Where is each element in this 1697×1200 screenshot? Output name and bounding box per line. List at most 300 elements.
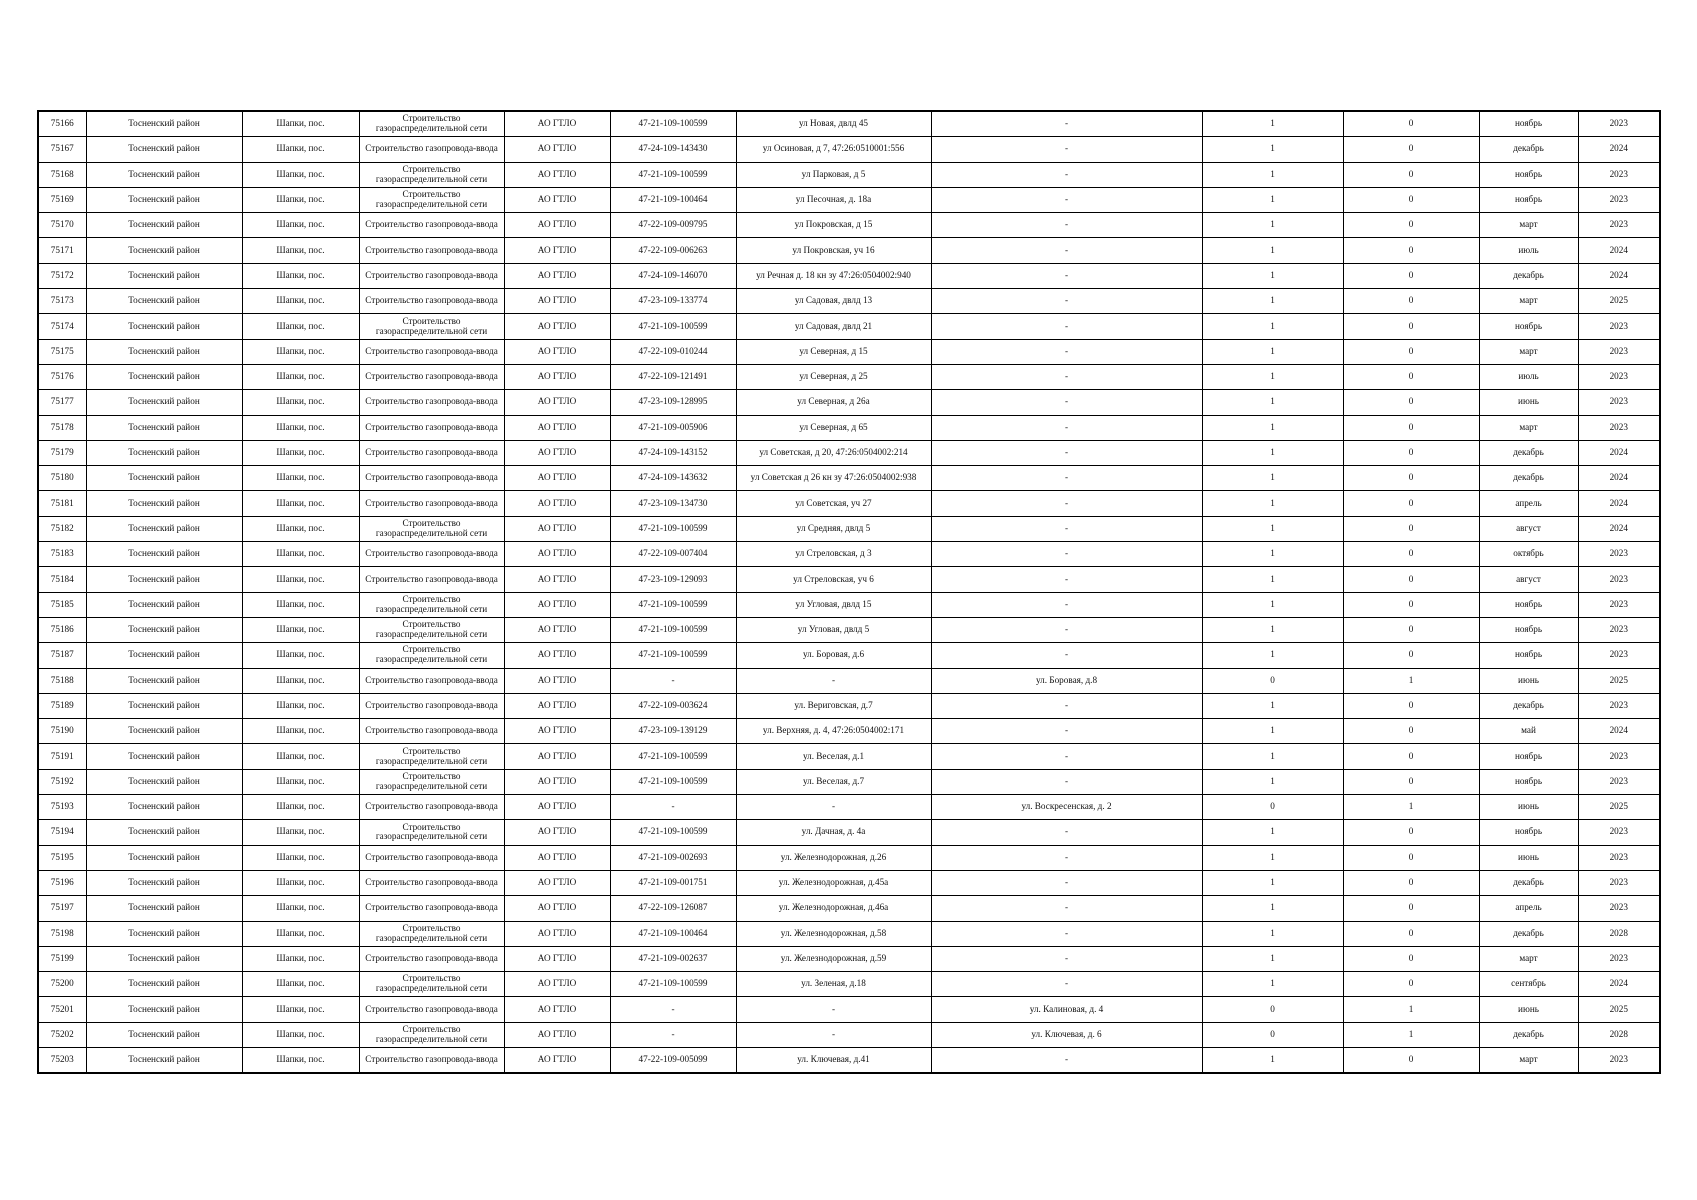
month-cell: ноябрь	[1479, 187, 1578, 212]
district-cell: Тосненский район	[86, 820, 242, 845]
year-cell: 2023	[1578, 870, 1660, 895]
work-type-cell: Строительство газораспределительной сети	[359, 1022, 504, 1047]
year-cell: 2023	[1578, 845, 1660, 870]
object-address-cell: -	[931, 111, 1202, 137]
settlement-cell: Шапки, пос.	[242, 162, 359, 187]
application-number-cell: 47-21-109-005906	[610, 415, 736, 440]
district-cell: Тосненский район	[86, 339, 242, 364]
table-row	[38, 314, 1660, 339]
count-b-cell: 0	[1343, 263, 1479, 288]
organization-cell: АО ГТЛО	[504, 946, 610, 971]
application-number-cell: -	[610, 795, 736, 820]
count-a-cell: 1	[1202, 162, 1343, 187]
organization-cell: АО ГТЛО	[504, 997, 610, 1022]
count-b-cell: 1	[1343, 997, 1479, 1022]
count-a-cell: 1	[1202, 516, 1343, 541]
district-cell: Тосненский район	[86, 769, 242, 794]
count-b-cell: 0	[1343, 542, 1479, 567]
object-address-cell: -	[931, 769, 1202, 794]
year-cell: 2023	[1578, 339, 1660, 364]
settlement-cell: Шапки, пос.	[242, 415, 359, 440]
count-a-cell: 1	[1202, 617, 1343, 642]
object-address-cell: -	[931, 592, 1202, 617]
address-cell: ул Угловая, двлд 5	[736, 617, 931, 642]
table-row	[38, 111, 1660, 137]
organization-cell: АО ГТЛО	[504, 263, 610, 288]
address-cell: ул Советская, д 20, 47:26:0504002:214	[736, 440, 931, 465]
organization-cell: АО ГТЛО	[504, 795, 610, 820]
district-cell: Тосненский район	[86, 896, 242, 921]
application-number-cell: 47-23-109-129093	[610, 567, 736, 592]
address-cell: ул. Ключевая, д.41	[736, 1047, 931, 1073]
row-number-cell: 75177	[38, 390, 86, 415]
settlement-cell: Шапки, пос.	[242, 820, 359, 845]
work-type-cell: Строительство газораспределительной сети	[359, 516, 504, 541]
month-cell: август	[1479, 567, 1578, 592]
organization-cell: АО ГТЛО	[504, 592, 610, 617]
object-address-cell: ул. Воскресенская, д. 2	[931, 795, 1202, 820]
work-type-cell: Строительство газопровода-ввода	[359, 390, 504, 415]
year-cell: 2024	[1578, 491, 1660, 516]
settlement-cell: Шапки, пос.	[242, 693, 359, 718]
application-number-cell: 47-21-109-100599	[610, 744, 736, 769]
month-cell: ноябрь	[1479, 769, 1578, 794]
object-address-cell: -	[931, 238, 1202, 263]
row-number-cell: 75170	[38, 213, 86, 238]
district-cell: Тосненский район	[86, 1047, 242, 1073]
object-address-cell: -	[931, 491, 1202, 516]
row-number-cell: 75197	[38, 896, 86, 921]
year-cell: 2028	[1578, 1022, 1660, 1047]
organization-cell: АО ГТЛО	[504, 567, 610, 592]
district-cell: Тосненский район	[86, 415, 242, 440]
object-address-cell: -	[931, 617, 1202, 642]
row-number-cell: 75201	[38, 997, 86, 1022]
count-b-cell: 0	[1343, 339, 1479, 364]
district-cell: Тосненский район	[86, 162, 242, 187]
district-cell: Тосненский район	[86, 263, 242, 288]
year-cell: 2024	[1578, 440, 1660, 465]
settlement-cell: Шапки, пос.	[242, 567, 359, 592]
month-cell: декабрь	[1479, 440, 1578, 465]
district-cell: Тосненский район	[86, 719, 242, 744]
organization-cell: АО ГТЛО	[504, 440, 610, 465]
settlement-cell: Шапки, пос.	[242, 744, 359, 769]
work-type-cell: Строительство газопровода-ввода	[359, 238, 504, 263]
application-number-cell: -	[610, 668, 736, 693]
settlement-cell: Шапки, пос.	[242, 364, 359, 389]
work-type-cell: Строительство газопровода-ввода	[359, 845, 504, 870]
settlement-cell: Шапки, пос.	[242, 137, 359, 162]
settlement-cell: Шапки, пос.	[242, 946, 359, 971]
settlement-cell: Шапки, пос.	[242, 643, 359, 668]
table-row	[38, 1022, 1660, 1047]
year-cell: 2025	[1578, 997, 1660, 1022]
settlement-cell: Шапки, пос.	[242, 668, 359, 693]
application-number-cell: 47-22-109-005099	[610, 1047, 736, 1073]
work-type-cell: Строительство газопровода-ввода	[359, 289, 504, 314]
month-cell: июнь	[1479, 997, 1578, 1022]
settlement-cell: Шапки, пос.	[242, 845, 359, 870]
work-type-cell: Строительство газопровода-ввода	[359, 339, 504, 364]
year-cell: 2023	[1578, 769, 1660, 794]
count-a-cell: 1	[1202, 592, 1343, 617]
object-address-cell: -	[931, 845, 1202, 870]
month-cell: июнь	[1479, 845, 1578, 870]
application-number-cell: 47-21-109-100599	[610, 516, 736, 541]
address-cell: ул Осиновая, д 7, 47:26:0510001:556	[736, 137, 931, 162]
month-cell: декабрь	[1479, 263, 1578, 288]
table-row	[38, 137, 1660, 162]
object-address-cell: -	[931, 390, 1202, 415]
count-b-cell: 0	[1343, 845, 1479, 870]
work-type-cell: Строительство газораспределительной сети	[359, 162, 504, 187]
row-number-cell: 75200	[38, 972, 86, 997]
address-cell: ул Парковая, д 5	[736, 162, 931, 187]
table-row	[38, 187, 1660, 212]
month-cell: март	[1479, 1047, 1578, 1073]
settlement-cell: Шапки, пос.	[242, 870, 359, 895]
district-cell: Тосненский район	[86, 187, 242, 212]
row-number-cell: 75172	[38, 263, 86, 288]
year-cell: 2025	[1578, 289, 1660, 314]
application-number-cell: 47-22-109-010244	[610, 339, 736, 364]
year-cell: 2023	[1578, 617, 1660, 642]
work-type-cell: Строительство газопровода-ввода	[359, 719, 504, 744]
address-cell: ул Новая, двлд 45	[736, 111, 931, 137]
count-a-cell: 1	[1202, 744, 1343, 769]
application-number-cell: 47-23-109-134730	[610, 491, 736, 516]
work-type-cell: Строительство газораспределительной сети	[359, 643, 504, 668]
count-b-cell: 0	[1343, 972, 1479, 997]
address-cell: ул Песочная, д. 18а	[736, 187, 931, 212]
district-cell: Тосненский район	[86, 364, 242, 389]
address-cell: ул Покровская, д 15	[736, 213, 931, 238]
year-cell: 2023	[1578, 415, 1660, 440]
application-number-cell: 47-24-109-146070	[610, 263, 736, 288]
application-number-cell: -	[610, 1022, 736, 1047]
application-number-cell: 47-21-109-100599	[610, 162, 736, 187]
organization-cell: АО ГТЛО	[504, 491, 610, 516]
organization-cell: АО ГТЛО	[504, 744, 610, 769]
organization-cell: АО ГТЛО	[504, 137, 610, 162]
table-row	[38, 845, 1660, 870]
month-cell: июнь	[1479, 795, 1578, 820]
address-cell: ул Северная, д 15	[736, 339, 931, 364]
count-b-cell: 0	[1343, 440, 1479, 465]
year-cell: 2024	[1578, 238, 1660, 263]
district-cell: Тосненский район	[86, 972, 242, 997]
organization-cell: АО ГТЛО	[504, 542, 610, 567]
year-cell: 2023	[1578, 567, 1660, 592]
district-cell: Тосненский район	[86, 466, 242, 491]
application-number-cell: 47-21-109-100599	[610, 972, 736, 997]
count-b-cell: 0	[1343, 592, 1479, 617]
table-row	[38, 972, 1660, 997]
table-row	[38, 795, 1660, 820]
month-cell: март	[1479, 946, 1578, 971]
object-address-cell: -	[931, 972, 1202, 997]
table-row	[38, 162, 1660, 187]
month-cell: апрель	[1479, 896, 1578, 921]
month-cell: ноябрь	[1479, 162, 1578, 187]
table-row	[38, 567, 1660, 592]
month-cell: декабрь	[1479, 1022, 1578, 1047]
work-type-cell: Строительство газопровода-ввода	[359, 137, 504, 162]
address-cell: ул Советская, уч 27	[736, 491, 931, 516]
address-cell: ул. Веселая, д.7	[736, 769, 931, 794]
count-a-cell: 1	[1202, 693, 1343, 718]
settlement-cell: Шапки, пос.	[242, 187, 359, 212]
row-number-cell: 75175	[38, 339, 86, 364]
count-a-cell: 0	[1202, 795, 1343, 820]
count-a-cell: 1	[1202, 972, 1343, 997]
work-type-cell: Строительство газопровода-ввода	[359, 213, 504, 238]
count-b-cell: 0	[1343, 820, 1479, 845]
month-cell: ноябрь	[1479, 314, 1578, 339]
count-b-cell: 0	[1343, 896, 1479, 921]
count-b-cell: 0	[1343, 213, 1479, 238]
count-a-cell: 1	[1202, 466, 1343, 491]
count-a-cell: 1	[1202, 870, 1343, 895]
district-cell: Тосненский район	[86, 542, 242, 567]
object-address-cell: ул. Калиновая, д. 4	[931, 997, 1202, 1022]
table-row	[38, 896, 1660, 921]
object-address-cell: ул. Боровая, д.8	[931, 668, 1202, 693]
month-cell: март	[1479, 213, 1578, 238]
district-cell: Тосненский район	[86, 390, 242, 415]
table-row	[38, 769, 1660, 794]
object-address-cell: -	[931, 719, 1202, 744]
work-type-cell: Строительство газораспределительной сети	[359, 617, 504, 642]
address-cell: ул Стреловская, д 3	[736, 542, 931, 567]
count-b-cell: 1	[1343, 1022, 1479, 1047]
month-cell: апрель	[1479, 491, 1578, 516]
count-a-cell: 1	[1202, 364, 1343, 389]
row-number-cell: 75171	[38, 238, 86, 263]
count-a-cell: 1	[1202, 845, 1343, 870]
row-number-cell: 75178	[38, 415, 86, 440]
row-number-cell: 75188	[38, 668, 86, 693]
count-b-cell: 0	[1343, 1047, 1479, 1073]
organization-cell: АО ГТЛО	[504, 314, 610, 339]
address-cell: ул Северная, д 65	[736, 415, 931, 440]
year-cell: 2023	[1578, 213, 1660, 238]
settlement-cell: Шапки, пос.	[242, 921, 359, 946]
row-number-cell: 75168	[38, 162, 86, 187]
organization-cell: АО ГТЛО	[504, 238, 610, 263]
application-number-cell: 47-22-109-007404	[610, 542, 736, 567]
address-cell: ул. Вериговская, д.7	[736, 693, 931, 718]
organization-cell: АО ГТЛО	[504, 364, 610, 389]
row-number-cell: 75173	[38, 289, 86, 314]
application-number-cell: 47-22-109-126087	[610, 896, 736, 921]
row-number-cell: 75196	[38, 870, 86, 895]
row-number-cell: 75185	[38, 592, 86, 617]
district-cell: Тосненский район	[86, 744, 242, 769]
table-row	[38, 592, 1660, 617]
year-cell: 2023	[1578, 592, 1660, 617]
table-row	[38, 668, 1660, 693]
year-cell: 2023	[1578, 187, 1660, 212]
row-number-cell: 75187	[38, 643, 86, 668]
object-address-cell: -	[931, 187, 1202, 212]
table-row	[38, 997, 1660, 1022]
year-cell: 2023	[1578, 896, 1660, 921]
year-cell: 2023	[1578, 946, 1660, 971]
table-row	[38, 415, 1660, 440]
address-cell: ул. Железнодорожная, д.58	[736, 921, 931, 946]
address-cell: ул. Железнодорожная, д.26	[736, 845, 931, 870]
application-number-cell: 47-22-109-006263	[610, 238, 736, 263]
object-address-cell: -	[931, 289, 1202, 314]
application-number-cell: 47-21-109-100599	[610, 643, 736, 668]
year-cell: 2023	[1578, 542, 1660, 567]
month-cell: июль	[1479, 364, 1578, 389]
month-cell: ноябрь	[1479, 643, 1578, 668]
table-row	[38, 693, 1660, 718]
year-cell: 2023	[1578, 744, 1660, 769]
month-cell: июнь	[1479, 390, 1578, 415]
district-cell: Тосненский район	[86, 693, 242, 718]
settlement-cell: Шапки, пос.	[242, 972, 359, 997]
table-row	[38, 719, 1660, 744]
application-number-cell: 47-21-109-100464	[610, 187, 736, 212]
organization-cell: АО ГТЛО	[504, 1047, 610, 1073]
organization-cell: АО ГТЛО	[504, 668, 610, 693]
address-cell: ул Садовая, двлд 13	[736, 289, 931, 314]
work-type-cell: Строительство газопровода-ввода	[359, 364, 504, 389]
application-number-cell: 47-22-109-009795	[610, 213, 736, 238]
organization-cell: АО ГТЛО	[504, 719, 610, 744]
row-number-cell: 75193	[38, 795, 86, 820]
district-cell: Тосненский район	[86, 567, 242, 592]
organization-cell: АО ГТЛО	[504, 289, 610, 314]
address-cell: ул Садовая, двлд 21	[736, 314, 931, 339]
work-type-cell: Строительство газопровода-ввода	[359, 668, 504, 693]
work-type-cell: Строительство газораспределительной сети	[359, 972, 504, 997]
count-a-cell: 1	[1202, 567, 1343, 592]
row-number-cell: 75194	[38, 820, 86, 845]
year-cell: 2023	[1578, 162, 1660, 187]
count-a-cell: 1	[1202, 921, 1343, 946]
settlement-cell: Шапки, пос.	[242, 719, 359, 744]
count-a-cell: 1	[1202, 137, 1343, 162]
organization-cell: АО ГТЛО	[504, 693, 610, 718]
count-a-cell: 0	[1202, 997, 1343, 1022]
object-address-cell: -	[931, 137, 1202, 162]
row-number-cell: 75182	[38, 516, 86, 541]
table-row	[38, 213, 1660, 238]
year-cell: 2025	[1578, 668, 1660, 693]
work-type-cell: Строительство газопровода-ввода	[359, 567, 504, 592]
count-b-cell: 0	[1343, 946, 1479, 971]
year-cell: 2023	[1578, 111, 1660, 137]
district-cell: Тосненский район	[86, 213, 242, 238]
table-row	[38, 1047, 1660, 1073]
row-number-cell: 75199	[38, 946, 86, 971]
object-address-cell: -	[931, 364, 1202, 389]
count-b-cell: 0	[1343, 187, 1479, 212]
year-cell: 2023	[1578, 1047, 1660, 1073]
month-cell: ноябрь	[1479, 744, 1578, 769]
organization-cell: АО ГТЛО	[504, 643, 610, 668]
settlement-cell: Шапки, пос.	[242, 1022, 359, 1047]
settlement-cell: Шапки, пос.	[242, 263, 359, 288]
month-cell: ноябрь	[1479, 820, 1578, 845]
object-address-cell: -	[931, 415, 1202, 440]
district-cell: Тосненский район	[86, 617, 242, 642]
count-a-cell: 1	[1202, 719, 1343, 744]
count-b-cell: 0	[1343, 390, 1479, 415]
district-cell: Тосненский район	[86, 921, 242, 946]
count-b-cell: 1	[1343, 668, 1479, 693]
district-cell: Тосненский район	[86, 592, 242, 617]
application-number-cell: 47-24-109-143430	[610, 137, 736, 162]
work-type-cell: Строительство газораспределительной сети	[359, 111, 504, 137]
work-type-cell: Строительство газопровода-ввода	[359, 440, 504, 465]
district-cell: Тосненский район	[86, 946, 242, 971]
count-b-cell: 0	[1343, 466, 1479, 491]
year-cell: 2023	[1578, 820, 1660, 845]
row-number-cell: 75184	[38, 567, 86, 592]
settlement-cell: Шапки, пос.	[242, 314, 359, 339]
object-address-cell: -	[931, 693, 1202, 718]
address-cell: ул Советская д 26 кн зу 47:26:0504002:938	[736, 466, 931, 491]
row-number-cell: 75186	[38, 617, 86, 642]
work-type-cell: Строительство газораспределительной сети	[359, 314, 504, 339]
month-cell: декабрь	[1479, 137, 1578, 162]
organization-cell: АО ГТЛО	[504, 466, 610, 491]
address-cell: ул. Веселая, д.1	[736, 744, 931, 769]
work-type-cell: Строительство газопровода-ввода	[359, 415, 504, 440]
row-number-cell: 75192	[38, 769, 86, 794]
work-type-cell: Строительство газораспределительной сети	[359, 769, 504, 794]
address-cell: ул Северная, д 25	[736, 364, 931, 389]
organization-cell: АО ГТЛО	[504, 896, 610, 921]
count-b-cell: 1	[1343, 795, 1479, 820]
settlement-cell: Шапки, пос.	[242, 795, 359, 820]
count-a-cell: 1	[1202, 213, 1343, 238]
work-type-cell: Строительство газораспределительной сети	[359, 921, 504, 946]
count-a-cell: 0	[1202, 1022, 1343, 1047]
count-a-cell: 1	[1202, 946, 1343, 971]
count-b-cell: 0	[1343, 289, 1479, 314]
object-address-cell: -	[931, 1047, 1202, 1073]
address-cell: ул. Боровая, д.6	[736, 643, 931, 668]
object-address-cell: -	[931, 466, 1202, 491]
year-cell: 2024	[1578, 972, 1660, 997]
table-row	[38, 516, 1660, 541]
address-cell: ул Речная д. 18 кн зу 47:26:0504002:940	[736, 263, 931, 288]
district-cell: Тосненский район	[86, 111, 242, 137]
settlement-cell: Шапки, пос.	[242, 769, 359, 794]
work-type-cell: Строительство газопровода-ввода	[359, 491, 504, 516]
application-number-cell: 47-23-109-128995	[610, 390, 736, 415]
application-number-cell: 47-24-109-143152	[610, 440, 736, 465]
count-b-cell: 0	[1343, 491, 1479, 516]
settlement-cell: Шапки, пос.	[242, 466, 359, 491]
year-cell: 2024	[1578, 516, 1660, 541]
work-type-cell: Строительство газораспределительной сети	[359, 187, 504, 212]
month-cell: март	[1479, 415, 1578, 440]
application-number-cell: -	[610, 997, 736, 1022]
row-number-cell: 75195	[38, 845, 86, 870]
address-cell: ул. Верхняя, д. 4, 47:26:0504002:171	[736, 719, 931, 744]
work-type-cell: Строительство газопровода-ввода	[359, 542, 504, 567]
count-b-cell: 0	[1343, 137, 1479, 162]
organization-cell: АО ГТЛО	[504, 213, 610, 238]
